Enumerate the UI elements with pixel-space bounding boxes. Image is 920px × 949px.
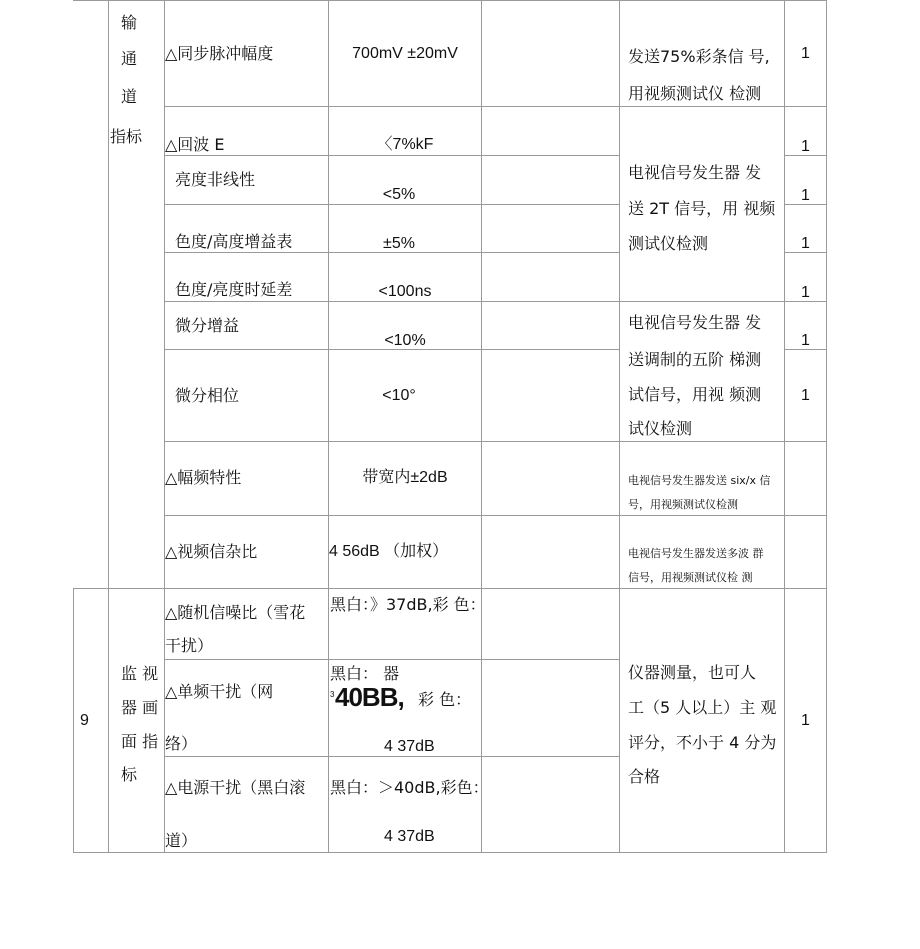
item-name: △视频信杂比 — [165, 542, 258, 561]
category-char: 监 视 — [121, 664, 159, 683]
item-count: 1 — [801, 45, 810, 62]
item-count: 1 — [801, 284, 810, 301]
item-name: 微分增益 — [175, 316, 240, 335]
test-method: 评分，不小于 4 分为 — [628, 733, 777, 752]
item-value: 黑白：》37dB,彩 色： — [330, 595, 486, 614]
test-method: 电视信号发生器 发 — [628, 313, 762, 332]
test-method: 发送75%彩条信 号, — [628, 47, 770, 66]
test-method: 电视信号发生器 发 — [628, 163, 762, 182]
item-value: 40BB, — [335, 682, 404, 712]
item-value: 4 37dB — [384, 828, 435, 845]
item-name: △同步脉冲幅度 — [165, 44, 274, 63]
category-char: 通 — [121, 49, 138, 68]
item-value: 黑白：＞40dB,彩色： — [330, 778, 489, 797]
item-name: 道） — [165, 831, 198, 850]
item-name: 色度/亮度时延差 — [175, 280, 293, 299]
item-name: △回波 E — [165, 135, 225, 154]
test-method: 仪器测量，也可人 — [628, 663, 757, 682]
item-count: 1 — [801, 235, 810, 252]
item-value: 4 37dB — [384, 738, 435, 755]
item-name: 络） — [165, 734, 198, 753]
item-count: 1 — [801, 387, 810, 404]
test-method: 号，用视频测试仪检测 — [628, 498, 738, 511]
test-method: 工（5 人以上）主 观 — [628, 698, 777, 717]
item-value: <10° — [382, 387, 416, 404]
category-char: 指标 — [110, 127, 143, 146]
item-count: 1 — [801, 712, 810, 729]
category-char: 面 指 — [121, 732, 159, 751]
item-name: 干扰） — [165, 636, 214, 655]
item-name: △单频干扰（网 — [165, 682, 274, 701]
item-name: 色度/高度增益表 — [175, 232, 293, 251]
category-char: 标 — [121, 765, 138, 784]
item-count: 1 — [801, 138, 810, 155]
item-value: 彩 色： — [418, 690, 472, 709]
test-method: 送调制的五阶 梯测 — [628, 350, 762, 369]
test-method: 送 2T 信号，用 视频 — [628, 199, 776, 218]
item-value: 带宽内±2dB — [362, 469, 448, 486]
item-value: <10% — [384, 332, 426, 349]
test-method: 合格 — [628, 767, 661, 786]
item-name: 微分相位 — [175, 386, 240, 405]
test-method: 测试仪检测 — [628, 234, 709, 253]
item-value: <5% — [382, 186, 416, 203]
test-method: 试信号，用视 频测 — [628, 385, 762, 404]
item-value: ±5% — [383, 235, 415, 252]
item-name: △电源干扰（黑白滚 — [165, 778, 306, 797]
test-method: 电视信号发生器发送 six/x 信 — [628, 474, 771, 487]
item-name: △幅频特性 — [165, 468, 242, 487]
row-index: 9 — [80, 712, 89, 729]
test-method: 电视信号发生器发送多波 群 — [628, 547, 764, 560]
test-method: 用视频测试仪 检测 — [628, 84, 762, 103]
category-char: 道 — [121, 87, 138, 106]
superscript-mark: 3 — [330, 690, 335, 699]
item-value: 4 56dB （加权） — [329, 543, 449, 560]
item-value: 黑白： 器 — [330, 664, 400, 683]
item-name: 亮度非线性 — [175, 170, 256, 189]
test-method: 信号，用视频测试仪检 测 — [628, 571, 753, 584]
item-count: 1 — [801, 187, 810, 204]
category-char: 输 — [121, 13, 138, 32]
item-name: △随机信噪比（雪花 — [165, 603, 306, 622]
category-char: 器 画 — [121, 698, 159, 717]
item-value: <100ns — [378, 283, 432, 300]
item-value: 〈7%kF — [376, 136, 434, 153]
item-count: 1 — [801, 332, 810, 349]
test-method: 试仪检测 — [628, 419, 693, 438]
item-value: 700mV ±20mV — [352, 45, 458, 62]
